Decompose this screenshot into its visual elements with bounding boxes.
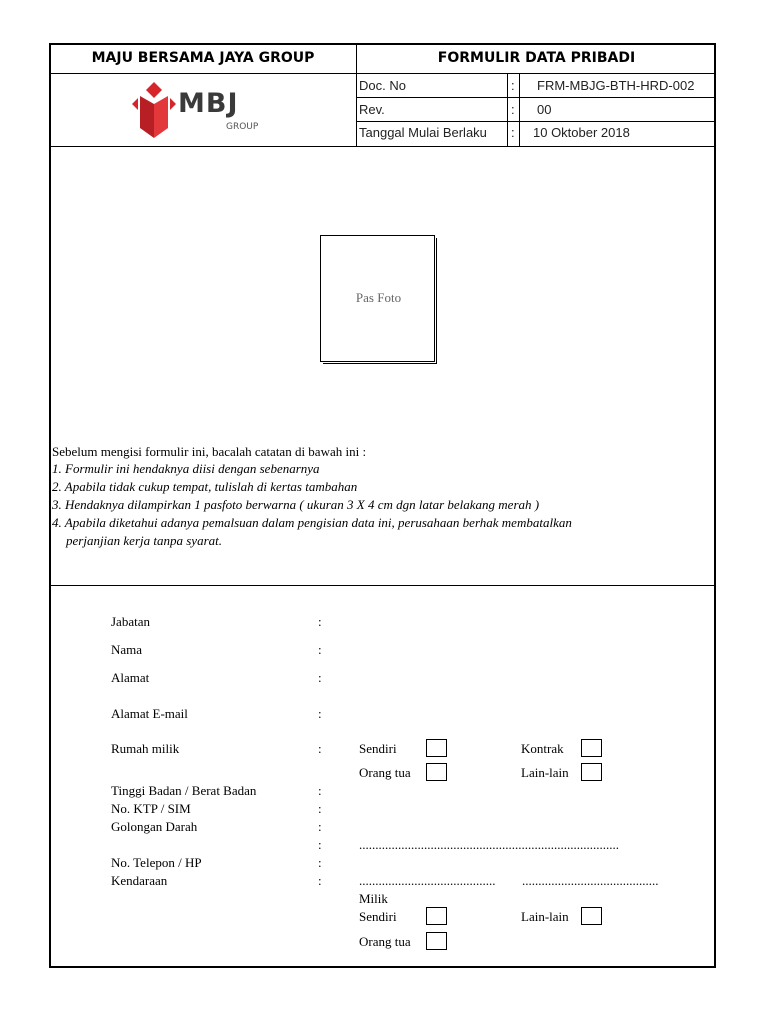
logo-text: MBJ bbox=[178, 88, 239, 119]
field-colon: : bbox=[318, 670, 322, 685]
kendaraan-orangtua-checkbox[interactable] bbox=[426, 932, 447, 950]
jabatan-label: Jabatan bbox=[111, 614, 150, 629]
doc-no-sep: : bbox=[511, 78, 515, 93]
rev-sep: : bbox=[511, 102, 515, 117]
note-item: 1. Formulir ini hendaknya diisi dengan sebenarnya bbox=[52, 461, 320, 476]
field-colon: : bbox=[318, 873, 322, 888]
opt-kontrak-label: Kontrak bbox=[521, 741, 564, 756]
company-logo bbox=[128, 82, 268, 140]
field-colon: : bbox=[318, 855, 322, 870]
milik-label: Milik bbox=[359, 891, 388, 906]
note-item: 4. Apabila diketahui adanya pemalsuan dalam pengisian data ini, perusahaan berhak membatalkan bbox=[52, 515, 572, 530]
kendaraan-dotted-line-2[interactable]: .......................................... bbox=[522, 873, 659, 888]
opt-sendiri-label: Sendiri bbox=[359, 741, 397, 756]
company-title: MAJU BERSAMA JAYA GROUP bbox=[91, 50, 315, 66]
rumah-sendiri-checkbox[interactable] bbox=[426, 739, 447, 757]
tanggal-value: 10 Oktober 2018 bbox=[533, 125, 630, 140]
photo-box[interactable] bbox=[320, 235, 435, 362]
doc-sep-col-left bbox=[507, 74, 508, 146]
email-label: Alamat E-mail bbox=[111, 706, 188, 721]
doc-row-divider bbox=[356, 97, 716, 98]
section-divider bbox=[50, 585, 716, 586]
opt-lainlain-label: Lain-lain bbox=[521, 909, 569, 924]
photo-label: Pas Foto bbox=[355, 290, 402, 305]
header-bottom-line bbox=[50, 146, 716, 147]
note-item: 3. Hendaknya dilampirkan 1 pasfoto berwarna ( ukuran 3 X 4 cm dgn latar belakang merah ) bbox=[52, 497, 540, 512]
opt-orangtua-label: Orang tua bbox=[359, 765, 411, 780]
doc-row-divider bbox=[356, 121, 716, 122]
dotted-fill-line[interactable]: ................................................................................ bbox=[359, 837, 619, 852]
tanggal-sep: : bbox=[511, 125, 515, 140]
note-item: perjanjian kerja tanpa syarat. bbox=[66, 533, 222, 548]
kendaraan-dotted-line-1[interactable]: .......................................... bbox=[359, 873, 496, 888]
field-colon: : bbox=[318, 642, 322, 657]
kendaraan-lainlain-checkbox[interactable] bbox=[581, 907, 602, 925]
tinggi-label: Tinggi Badan / Berat Badan bbox=[111, 783, 257, 798]
field-colon: : bbox=[318, 706, 322, 721]
field-colon: : bbox=[318, 819, 322, 834]
alamat-label: Alamat bbox=[111, 670, 150, 685]
logo-subtext: GROUP bbox=[226, 122, 259, 132]
opt-lainlain-label: Lain-lain bbox=[521, 765, 569, 780]
kendaraan-label: Kendaraan bbox=[111, 873, 168, 888]
form-title: FORMULIR DATA PRIBADI bbox=[437, 50, 636, 66]
field-colon: : bbox=[318, 801, 322, 816]
doc-no-value: FRM-MBJG-BTH-HRD-002 bbox=[537, 78, 695, 93]
field-colon: : bbox=[318, 837, 322, 852]
notes-intro: Sebelum mengisi formulir ini, bacalah catatan di bawah ini : bbox=[52, 444, 367, 459]
rev-value: 00 bbox=[537, 102, 552, 117]
header-divider-h bbox=[50, 73, 716, 74]
note-item: 2. Apabila tidak cukup tempat, tulislah di kertas tambahan bbox=[52, 479, 358, 494]
field-colon: : bbox=[318, 783, 322, 798]
rumah-lainlain-checkbox[interactable] bbox=[581, 763, 602, 781]
field-colon: : bbox=[318, 741, 322, 756]
field-colon: : bbox=[318, 614, 322, 629]
opt-orangtua-label: Orang tua bbox=[359, 934, 411, 949]
opt-sendiri-label: Sendiri bbox=[359, 909, 397, 924]
doc-sep-col-right bbox=[519, 74, 520, 146]
ktp-label: No. KTP / SIM bbox=[111, 801, 191, 816]
telepon-label: No. Telepon / HP bbox=[111, 855, 202, 870]
kendaraan-sendiri-checkbox[interactable] bbox=[426, 907, 447, 925]
nama-label: Nama bbox=[111, 642, 143, 657]
golongan-label: Golongan Darah bbox=[111, 819, 198, 834]
rev-label: Rev. bbox=[359, 102, 385, 117]
rumah-kontrak-checkbox[interactable] bbox=[581, 739, 602, 757]
rumah-orangtua-checkbox[interactable] bbox=[426, 763, 447, 781]
doc-no-label: Doc. No bbox=[359, 78, 406, 93]
rumah-label: Rumah milik bbox=[111, 741, 180, 756]
tanggal-label: Tanggal Mulai Berlaku bbox=[359, 125, 487, 140]
